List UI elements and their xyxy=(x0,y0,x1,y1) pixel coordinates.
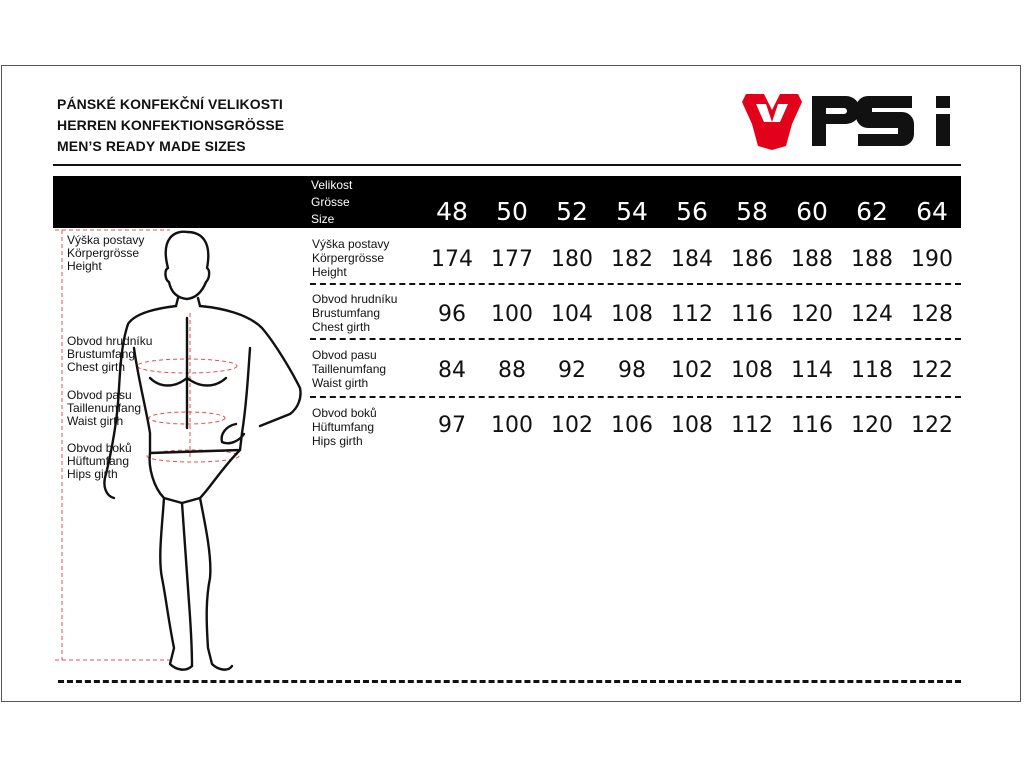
table-cell: 122 xyxy=(911,358,953,383)
row-label-line: Waist girth xyxy=(312,376,369,390)
row-label-line: Chest girth xyxy=(312,320,371,334)
table-cell: 100 xyxy=(491,413,533,438)
table-cell: 122 xyxy=(911,413,953,438)
table-cell: 88 xyxy=(498,358,526,383)
title-czech: PÁNSKÉ KONFEKČNÍ VELIKOSTI xyxy=(57,96,283,112)
table-cell: 186 xyxy=(731,247,773,272)
row-label-chest xyxy=(312,292,397,334)
row-label-line: Výška postavy xyxy=(312,237,390,251)
table-cell: 112 xyxy=(731,413,773,438)
table-cell: 112 xyxy=(671,302,713,327)
figure-label-line: Chest girth xyxy=(67,360,126,374)
figure-label-line: Hips girth xyxy=(67,467,118,481)
table-cell: 124 xyxy=(851,302,893,327)
title-block xyxy=(57,94,284,157)
table-cell: 102 xyxy=(671,358,713,383)
table-cell: 180 xyxy=(551,247,593,272)
size-header-cell: 48 xyxy=(436,197,468,226)
size-header-cell: 56 xyxy=(676,197,708,226)
figure-label-chest xyxy=(67,335,152,374)
row-label-waist xyxy=(312,348,386,390)
row-divider xyxy=(310,283,961,285)
figure-label-waist xyxy=(67,389,141,428)
table-cell: 92 xyxy=(558,358,586,383)
table-cell: 97 xyxy=(438,413,466,438)
table-cell: 106 xyxy=(611,413,653,438)
table-cell: 188 xyxy=(851,247,893,272)
size-header-cell: 62 xyxy=(856,197,888,226)
psi-logo xyxy=(742,92,962,152)
size-label-en: Size xyxy=(311,212,335,226)
row-label-line: Obvod hrudníku xyxy=(312,292,398,306)
size-header-cell: 54 xyxy=(616,197,648,226)
table-cell: 177 xyxy=(491,247,533,272)
logo-emblem-icon xyxy=(742,94,802,150)
table-cell: 100 xyxy=(491,302,533,327)
table-cell: 108 xyxy=(611,302,653,327)
table-cell: 188 xyxy=(791,247,833,272)
row-label-line: Hüftumfang xyxy=(312,420,375,434)
size-header-label xyxy=(311,177,352,228)
table-cell: 84 xyxy=(438,358,466,383)
bottom-divider xyxy=(58,680,961,683)
size-header-cell: 60 xyxy=(796,197,828,226)
figure-label-line: Výška postavy xyxy=(67,233,145,247)
row-label-line: Brustumfang xyxy=(312,306,381,320)
row-divider xyxy=(310,396,961,398)
table-cell: 104 xyxy=(551,302,593,327)
size-label-cz: Velikost xyxy=(311,178,353,192)
figure-label-height xyxy=(67,234,144,273)
figure-label-line: Taillenumfang xyxy=(67,401,142,415)
row-label-line: Hips girth xyxy=(312,434,363,448)
size-header-cell: 52 xyxy=(556,197,588,226)
size-label-de: Grösse xyxy=(311,195,350,209)
figure-label-line: Obvod boků xyxy=(67,441,132,455)
title-german: HERREN KONFEKTIONSGRÖSSE xyxy=(57,117,285,133)
figure-label-hips xyxy=(67,442,132,481)
table-cell: 190 xyxy=(911,247,953,272)
size-header-cell: 64 xyxy=(916,197,948,226)
row-label-line: Obvod boků xyxy=(312,406,377,420)
table-cell: 116 xyxy=(731,302,773,327)
table-cell: 108 xyxy=(731,358,773,383)
table-cell: 174 xyxy=(431,247,473,272)
logo-letters xyxy=(812,96,950,146)
row-label-height xyxy=(312,237,389,279)
row-label-line: Height xyxy=(312,265,347,279)
figure-outline xyxy=(104,232,300,670)
figure-label-line: Körpergrösse xyxy=(67,246,140,260)
table-cell: 120 xyxy=(851,413,893,438)
row-label-line: Obvod pasu xyxy=(312,348,377,362)
title-english: MEN’S READY MADE SIZES xyxy=(57,138,246,154)
figure-label-line: Obvod hrudníku xyxy=(67,334,153,348)
table-cell: 108 xyxy=(671,413,713,438)
row-divider xyxy=(310,338,961,340)
table-cell: 114 xyxy=(791,358,833,383)
row-label-line: Körpergrösse xyxy=(312,251,385,265)
figure-label-line: Hüftumfang xyxy=(67,454,130,468)
table-cell: 182 xyxy=(611,247,653,272)
figure-label-line: Waist girth xyxy=(67,414,124,428)
table-cell: 98 xyxy=(618,358,646,383)
table-cell: 184 xyxy=(671,247,713,272)
figure-label-line: Height xyxy=(67,259,102,273)
table-cell: 116 xyxy=(791,413,833,438)
table-cell: 120 xyxy=(791,302,833,327)
size-header-bar xyxy=(53,176,961,228)
table-cell: 128 xyxy=(911,302,953,327)
row-label-line: Taillenumfang xyxy=(312,362,387,376)
title-rule xyxy=(53,164,961,166)
figure-label-line: Obvod pasu xyxy=(67,388,132,402)
table-cell: 96 xyxy=(438,302,466,327)
row-label-hips xyxy=(312,406,377,448)
table-cell: 102 xyxy=(551,413,593,438)
table-cell: 118 xyxy=(851,358,893,383)
size-header-cell: 50 xyxy=(496,197,528,226)
size-header-cell: 58 xyxy=(736,197,768,226)
figure-label-line: Brustumfang xyxy=(67,347,136,361)
